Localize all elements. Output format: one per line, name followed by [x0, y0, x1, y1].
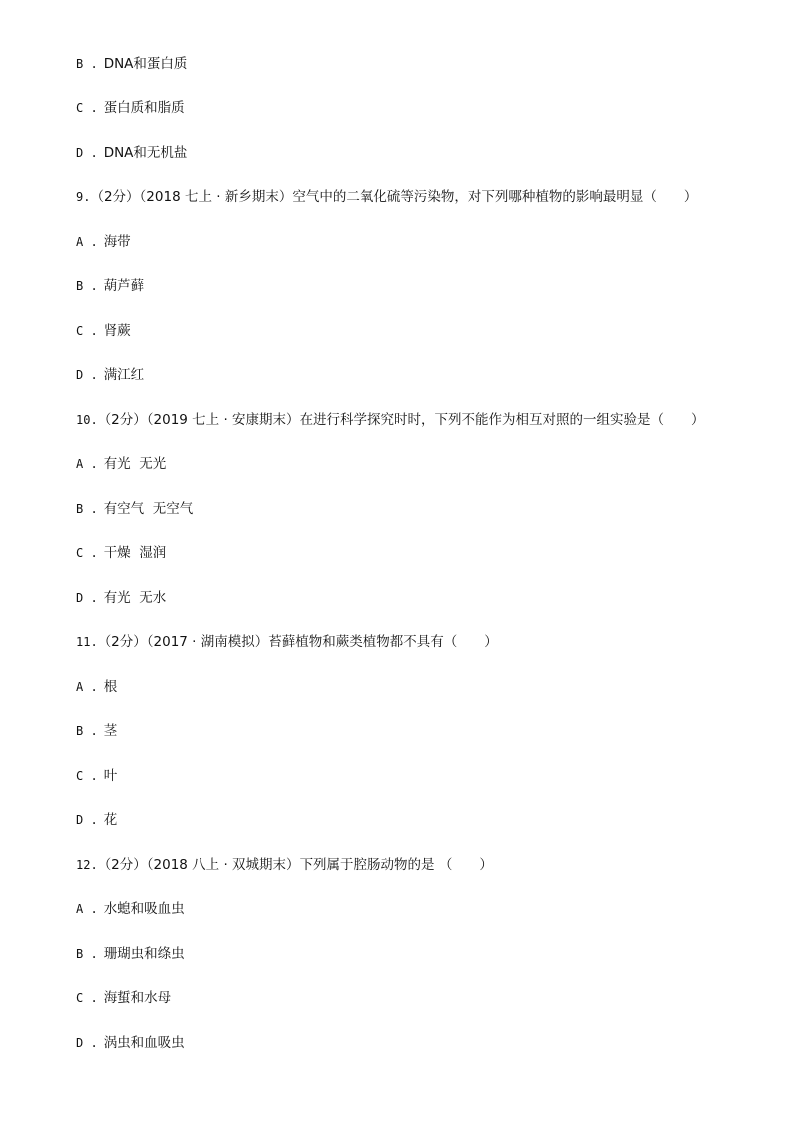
option-letter: C	[76, 546, 84, 560]
option-letter: C	[76, 101, 84, 115]
option-letter: C	[76, 324, 84, 338]
option-letter: B	[76, 724, 84, 738]
option-text: 根	[103, 679, 118, 695]
question-stem-9	[76, 188, 697, 206]
option-line: D . 花	[76, 812, 118, 828]
option-line: B . DNA和蛋白质	[76, 56, 188, 72]
option-line: C . 叶	[76, 768, 118, 784]
option-text: DNA和无机盐	[103, 145, 188, 161]
option-text: 叶	[103, 768, 118, 784]
question-text: 空气中的二氧化硫等污染物，对下列哪种植物的影响最明显（ ）	[292, 189, 698, 205]
option-text: 水螅和吸血虫	[103, 901, 185, 917]
option-line: B . 葫芦藓	[76, 278, 145, 294]
option-text: DNA和蛋白质	[103, 56, 188, 72]
option-letter: D	[76, 813, 84, 827]
option-line: D . 满江红	[76, 367, 145, 383]
question-score: （2分）	[97, 412, 147, 428]
question-source: （2017 · 湖南模拟）	[146, 634, 269, 650]
option-text: 肾蕨	[103, 323, 131, 339]
question-text: 苔藓植物和蕨类植物都不具有（ ）	[268, 634, 498, 650]
option-line: C . 干燥 湿润	[76, 545, 167, 561]
question-number: 9.	[76, 190, 91, 204]
option-line: A . 水螅和吸血虫	[76, 901, 185, 917]
option-letter: C	[76, 769, 84, 783]
option-text: 干燥 湿润	[103, 545, 167, 561]
option-text: 葫芦藓	[103, 278, 145, 294]
option-line: C . 肾蕨	[76, 323, 131, 339]
question-number: 12.	[76, 858, 98, 872]
option-line: D . 有光 无水	[76, 590, 167, 606]
question-score: （2分）	[90, 189, 140, 205]
option-letter: A	[76, 902, 84, 916]
question-stem-10	[76, 411, 705, 429]
option-line: D . DNA和无机盐	[76, 145, 188, 161]
option-text: 海蜇和水母	[103, 990, 172, 1006]
option-line: B . 珊瑚虫和绦虫	[76, 946, 185, 962]
question-stem-11	[76, 633, 498, 651]
option-letter: D	[76, 1036, 84, 1050]
option-letter: D	[76, 591, 84, 605]
option-letter: B	[76, 57, 84, 71]
option-letter: D	[76, 146, 84, 160]
option-line: A . 海带	[76, 234, 131, 250]
option-line: C . 海蜇和水母	[76, 990, 172, 1006]
question-number: 11.	[76, 635, 98, 649]
option-letter: C	[76, 991, 84, 1005]
question-source: （2018 七上 · 新乡期末）	[139, 189, 293, 205]
option-letter: A	[76, 235, 84, 249]
option-text: 有空气 无空气	[103, 501, 194, 517]
question-number: 10.	[76, 413, 98, 427]
option-letter: D	[76, 368, 84, 382]
question-stem-12	[76, 856, 493, 874]
option-line: B . 茎	[76, 723, 118, 739]
question-source: （2018 八上 · 双城期末）	[146, 857, 300, 873]
question-text: 下列属于腔肠动物的是 （ ）	[299, 857, 493, 873]
question-score: （2分）	[97, 857, 147, 873]
option-text: 涡虫和血吸虫	[103, 1035, 185, 1051]
option-text: 蛋白质和脂质	[103, 100, 185, 116]
question-score: （2分）	[97, 634, 147, 650]
option-text: 有光 无光	[103, 456, 167, 472]
option-text: 茎	[103, 723, 118, 739]
option-line: A . 根	[76, 679, 118, 695]
option-text: 有光 无水	[103, 590, 167, 606]
option-text: 满江红	[103, 367, 145, 383]
question-text: 在进行科学探究时时，下列不能作为相互对照的一组实验是（ ）	[299, 412, 705, 428]
option-letter: A	[76, 680, 84, 694]
option-letter: B	[76, 947, 84, 961]
option-letter: A	[76, 457, 84, 471]
option-line: B . 有空气 无空气	[76, 501, 194, 517]
option-letter: B	[76, 502, 84, 516]
question-source: （2019 七上 · 安康期末）	[146, 412, 300, 428]
option-line: C . 蛋白质和脂质	[76, 100, 185, 116]
option-letter: B	[76, 279, 84, 293]
option-text: 珊瑚虫和绦虫	[103, 946, 185, 962]
option-text: 海带	[103, 234, 131, 250]
option-line: A . 有光 无光	[76, 456, 167, 472]
option-text: 花	[103, 812, 118, 828]
option-line: D . 涡虫和血吸虫	[76, 1035, 185, 1051]
